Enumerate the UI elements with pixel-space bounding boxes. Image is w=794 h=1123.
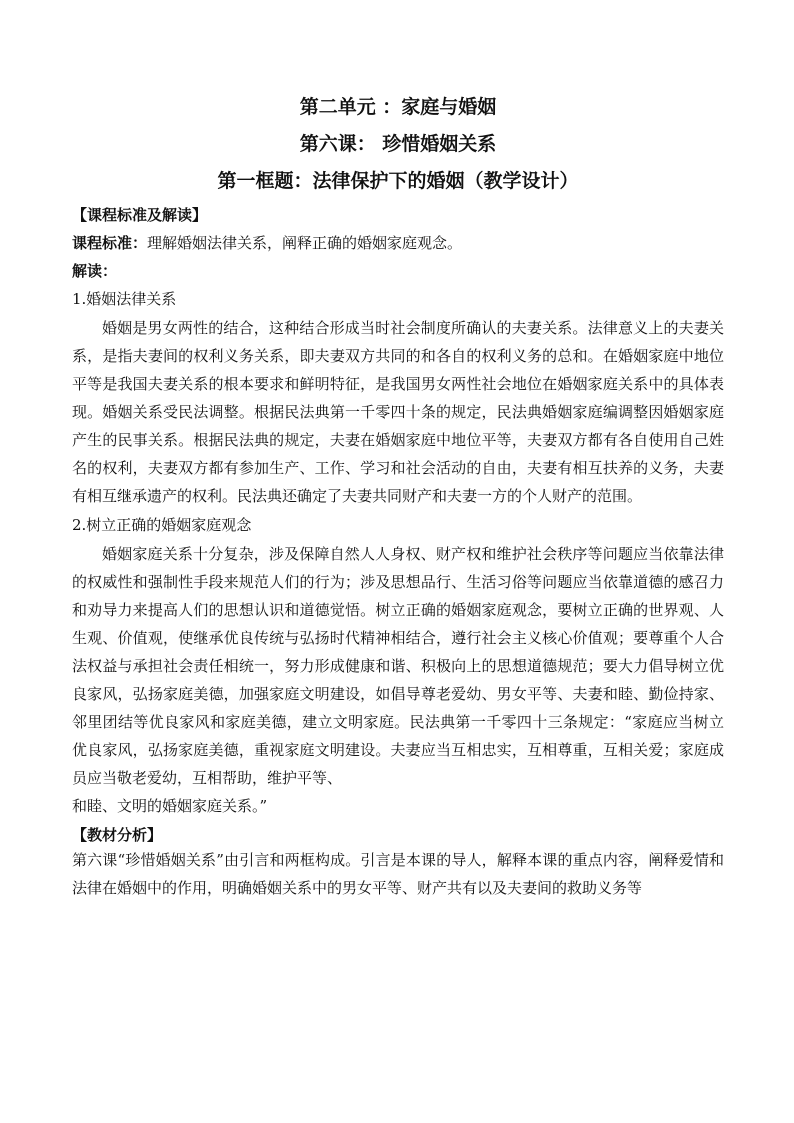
standard-label: 课程标准： (72, 234, 148, 252)
item2-title: 2.树立正确的婚姻家庭观念 (72, 516, 252, 534)
document-page (72, 96, 724, 902)
textbook-heading: 【教材分析】 (72, 826, 163, 844)
item2-paragraph-tail: 和睦、文明的婚姻家庭关系。” (72, 797, 268, 815)
curriculum-heading: 【课程标准及解读】 (72, 206, 208, 224)
item1-title: 1.婚姻法律关系 (72, 290, 177, 308)
unit-title: 第二单元 ：家庭与婚姻 (299, 96, 497, 118)
lesson-title: 第六课： 珍惜婚姻关系 (299, 133, 497, 155)
item2-paragraph: 婚姻家庭关系十分复杂，涉及保障自然人人身权、财产权和维护社会秩序等问题应当依靠法律的权威性和强制性手段来规范人们的行为；涉及思想品行、生活习俗等问题应当依靠道德的感召力和劝导力来提高人们的思想认识和道德觉悟。树立正确的婚姻家庭观念，要树立正确的世界观、人生观、价值观，使继承优良传统与弘扬时代精神相结合，遵行社会主义核心价值观；要尊重个人合法权益与承担社会责任相统一，努力形成健康和谐、积极向上的思想道德规范；要大力倡导树立优良家风，弘扬家庭美德，加强家庭文明建设，如倡导尊老爱幼、男女平等、夫妻和睦、勤俭持家、邻里团结等优良家风和家庭美德，建立文明家庭。民法典第一千零四十三条规定：“家庭应当树立优良家风，弘扬家庭美德，重视家庭文明建设。夫妻应当互相忠实，互相尊重，互相关爱；家庭成员应当敬老爱幼，互相帮助，维护平等、 (72, 545, 724, 787)
standard-text: 理解婚姻法律关系，阐释正确的婚姻家庭观念。 (147, 234, 463, 252)
frame-title: 第一框题：法律保护下的婚姻（教学设计） (217, 170, 579, 192)
textbook-paragraph: 第六课“珍惜婚姻关系”由引言和两框构成。引言是本课的导人，解释本课的重点内容，阐释爱情和法律在婚姻中的作用，明确婚姻关系中的男女平等、财产共有以及夫妻间的救助义务等 (72, 851, 724, 897)
curriculum-standard (72, 232, 724, 254)
item1-paragraph: 婚姻是男女两性的结合，这种结合形成当时社会制度所确认的夫妻关系。法律意义上的夫妻关系，是指夫妻间的权利义务关系，即夫妻双方共同的和各自的权利义务的总和。在婚姻家庭中地位平等是我国夫妻关系的根本要求和鲜明特征，是我国男女两性社会地位在婚姻家庭关系中的具体表现。婚姻关系受民法调整。根据民法典第一千零四十条的规定，民法典婚姻家庭编调整因婚姻家庭产生的民事关系。根据民法典的规定，夫妻在婚姻家庭中地位平等，夫妻双方都有各自使用自己姓名的权利，夫妻双方都有参加生产、工作、学习和社会活动的自由，夫妻有相互扶养的义务，夫妻有相互继承遗产的权利。民法典还确定了夫妻共同财产和夫妻一方的个人财产的范围。 (72, 319, 724, 505)
interpretation-label: 解读： (72, 262, 118, 280)
